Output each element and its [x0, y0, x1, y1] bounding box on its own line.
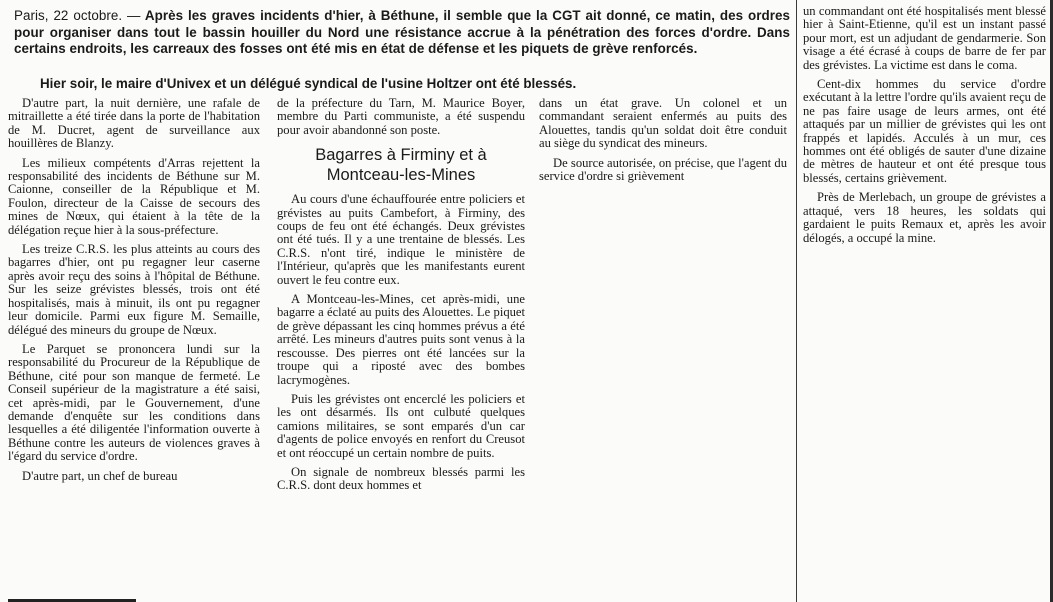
sublead-paragraph: Hier soir, le maire d'Univex et un délégué syndical de l'usine Holtzer ont été blessés.: [40, 76, 577, 91]
paragraph: Près de Merlebach, un groupe de grévistes a attaqué, vers 18 heures, les soldats qui gardaient le puits Remaux et, après les avoir délogés, a occupé la mine.: [803, 190, 1046, 245]
paragraph: un commandant ont été hospitalisés ment blessé hier à Saint-Etienne, qu'il est un instant passé pour mort, est un adjudant de gendarmerie. Son visage a été écrasé à coups de barre de fer par des grévistes. La victime est dans le coma.: [803, 4, 1046, 72]
paragraph: De source autorisée, on précise, que l'agent du service d'ordre si grièvement: [539, 155, 787, 184]
column-3: [539, 97, 787, 189]
dateline: Paris, 22 octobre. —: [14, 8, 141, 23]
paragraph: D'autre part, un chef de bureau: [22, 468, 178, 483]
paragraph: de la préfecture du Tarn, M. Maurice Boyer, membre du Parti communiste, a été suspendu pour avoir abandonné son poste.: [277, 96, 525, 137]
lead-text: Après les graves incidents d'hier, à Béthune, il semble que la CGT ait donné, ce matin, des ordres pour organiser dans tout le bassin houiller du Nord une résistance accrue à la pénétration des forces d'ordre. Dans certains endroits, les carreaux des fosses ont été mis en état de défense et les piquets de grève renforcés.: [14, 8, 790, 57]
column-2: [277, 97, 525, 499]
column-1: [8, 97, 260, 489]
column-rule: [796, 0, 797, 602]
paragraph: Puis les grévistes ont encerclé les policiers et les ont désarmés. Ils ont culbuté quelques camions militaires, se sont emparés d'un car d'agents de police envoyés en renfort du Creusot et ont réoccupé un certain nombre de puits.: [277, 391, 525, 460]
paragraph: Les treize C.R.S. les plus atteints au cours des bagarres d'hier, ont pu regagner leur caserne après avoir reçu des soins à l'hôpital de Béthune. Sur les seize grévistes blessés, trois ont été hospitalisés, mais à minuit, ils ont pu regagner leur domicile. Parmi eux figure M. Semaille, délégué des mineurs du groupe de Nœux.: [8, 242, 260, 337]
paragraph: A Montceau-les-Mines, cet après-midi, une bagarre a éclaté au puits des Alouettes. Le piquet de grève dépassant les cinq hommes prévus a été arrêté. Les mineurs d'autres puits sont venus à la rescousse. Des pierres ont été lancées sur la troupe qui a riposté avec des bombes lacrymogènes.: [277, 292, 525, 387]
paragraph: Cent-dix hommes du service d'ordre exécutant à la lettre l'ordre qu'ils avaient reçu de ne pas faire usage de leurs armes, ont été attaqués par un millier de grévistes qui les ont frappés et lapidés. Acculés à un mur, ces hommes ont été obligés de sauter d'une dizaine de mètres de hauteur et ont été presque tous blessés, certains grièvement.: [803, 77, 1047, 185]
paragraph: dans un état grave. Un colonel et un commandant seraient enfermés au puits des Alouettes, tandis qu'un soldat doit être conduit au siège du syndicat des mineurs.: [539, 96, 787, 151]
column-4: [803, 5, 1046, 251]
paragraph: Au cours d'une échauffourée entre policiers et grévistes au puits Cambefort, à Firminy, des coups de feu ont été échangés. Deux grévistes ont été tués. Il y a une trentaine de blessés. Les C.R.S. n'ont tiré, indique le ministère de l'Intérieur, qu'après que les manifestants eurent ouvert le feu contre eux.: [277, 192, 525, 287]
section-headline: Bagarres à Firminy et à Montceau-les-Mines: [315, 146, 487, 185]
paragraph: Les milieux compétents d'Arras rejettent la responsabilité des incidents de Béthune sur M. Caionne, conseiller de la République et M. Foulon, directeur de la Caisse de secours des mines de Nœux, qui étaient à la tête de la délégation reçue hier à la sous-préfecture.: [8, 155, 260, 237]
paragraph: Le Parquet se prononcera lundi sur la responsabilité du Procureur de la République de Béthune, cité pour son manque de fermeté. Le Conseil supérieur de la magistrature a été saisi, cet après-midi, par le Gouvernement, d'une demande d'enquête sur les conditions dans lesquelles a été diligentée l'information ouverte à Béthune contre les auteurs de violences graves à l'égard du service d'ordre.: [8, 341, 260, 464]
paragraph: On signale de nombreux blessés parmi les C.R.S. dont deux hommes et: [277, 464, 525, 493]
lead-paragraph: [14, 8, 790, 58]
paragraph: D'autre part, la nuit dernière, une rafale de mitraillette a été tirée dans la porte de l'habitation de M. Ducret, agent de surveillance aux houillères de Blanzy.: [8, 96, 260, 151]
